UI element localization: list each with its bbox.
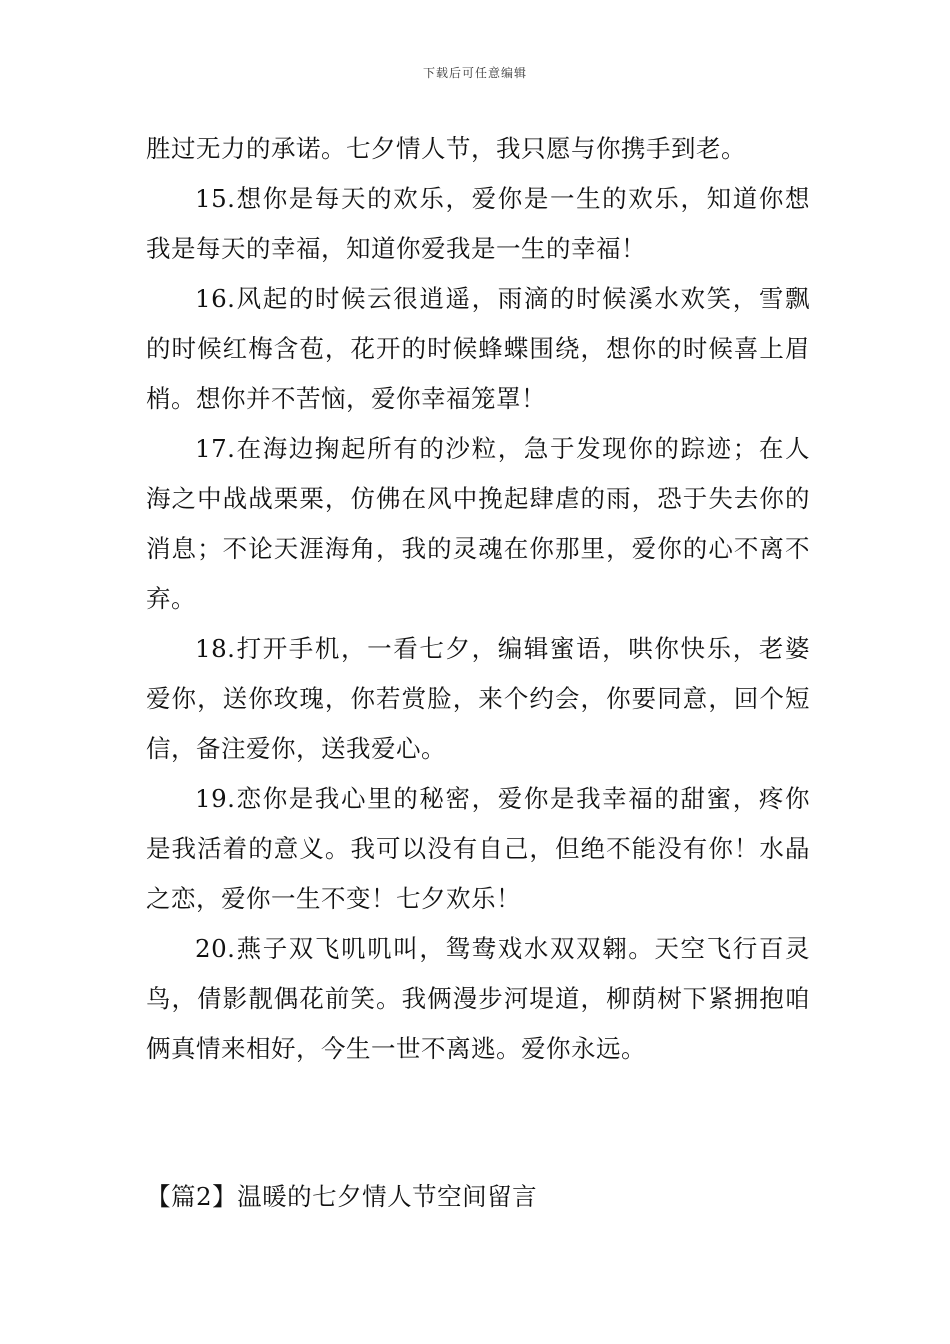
page-header-note: 下载后可任意编辑 bbox=[422, 66, 527, 80]
paragraph-item-16: 16.风起的时候云很逍遥，雨滴的时候溪水欢笑，雪飘的时候红梅含苞，花开的时候蜂蝶围绕，想你的时候喜上眉梢。想你并不苦恼，爱你幸福笼罩！ bbox=[146, 284, 810, 413]
paragraph-item-18: 18.打开手机，一看七夕，编辑蜜语，哄你快乐，老婆爱你，送你玫瑰，你若赏脸，来个约会，你要同意，回个短信，备注爱你，送我爱心。 bbox=[146, 634, 810, 763]
paragraph-item-17: 17.在海边掬起所有的沙粒，急于发现你的踪迹；在人海之中战战栗栗，仿佛在风中挽起肆虐的雨，恐于失去你的消息；不论天涯海角，我的灵魂在你那里，爱你的心不离不弃。 bbox=[146, 434, 810, 613]
paragraph-item-20: 20.燕子双飞叽叽叫，鸳鸯戏水双双翱。天空飞行百灵鸟，倩影靓偶花前笑。我俩漫步河堤道，柳荫树下紧拥抱咱俩真情来相好，今生一世不离逃。爱你永远。 bbox=[146, 934, 810, 1063]
section-title: 【篇2】温暖的七夕情人节空间留言 bbox=[146, 1182, 538, 1211]
paragraph-continuation: 胜过无力的承诺。七夕情人节，我只愿与你携手到老。 bbox=[146, 134, 746, 163]
document-body bbox=[146, 124, 810, 1074]
paragraph-item-19: 19.恋你是我心里的秘密，爱你是我幸福的甜蜜，疼你是我活着的意义。我可以没有自己，但绝不能没有你！水晶之恋，爱你一生不变！七夕欢乐！ bbox=[146, 784, 810, 913]
paragraph-item-15: 15.想你是每天的欢乐，爱你是一生的欢乐，知道你想我是每天的幸福，知道你爱我是一生的幸福！ bbox=[146, 184, 810, 263]
